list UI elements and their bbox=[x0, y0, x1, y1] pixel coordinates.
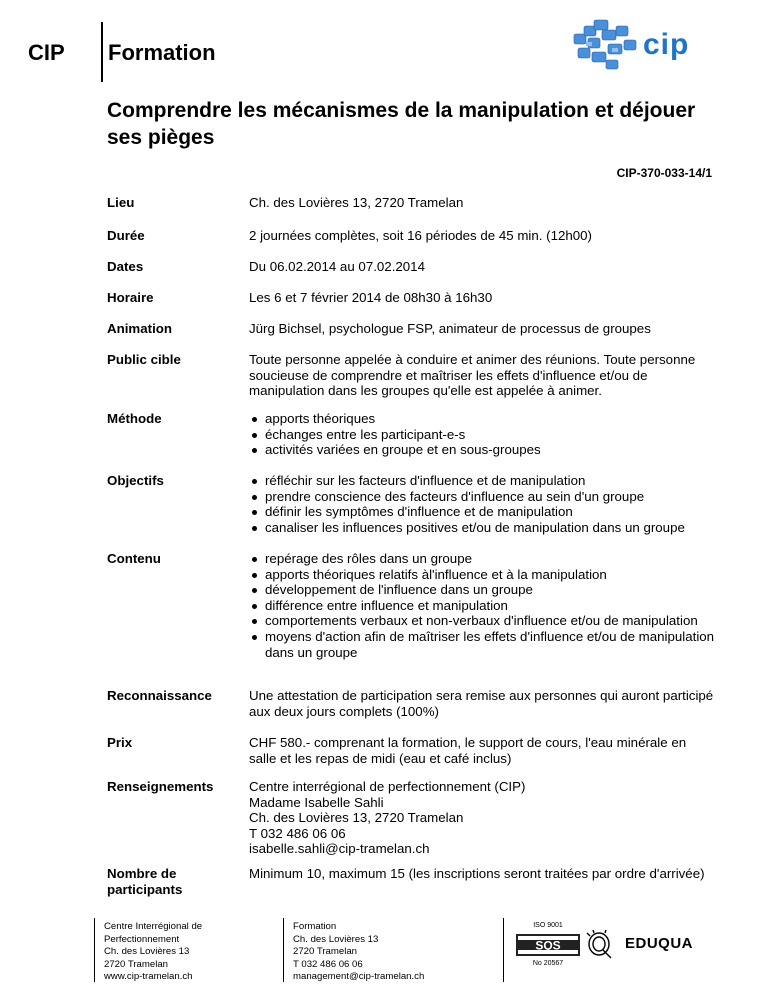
row-label: Public cible bbox=[107, 352, 181, 367]
row-renseignements bbox=[107, 779, 717, 866]
row-contenu bbox=[107, 551, 717, 688]
row-value: Les 6 et 7 février 2014 de 08h30 à 16h30 bbox=[249, 290, 493, 305]
row-value: Ch. des Lovières 13, 2720 Tramelan bbox=[249, 195, 464, 210]
footer-email: management@cip-tramelan.ch bbox=[293, 971, 425, 983]
row-label: Nombre de participants bbox=[107, 866, 183, 897]
row-label: Animation bbox=[107, 321, 173, 336]
list-item: différence entre influence et manipulation bbox=[249, 598, 717, 614]
row-label: Dates bbox=[107, 259, 144, 274]
cip-logo-text: cip bbox=[643, 28, 690, 61]
contact-line: Ch. des Lovières 13, 2720 Tramelan bbox=[249, 810, 464, 826]
row-label: Lieu bbox=[107, 195, 135, 210]
row-label: Contenu bbox=[107, 551, 161, 566]
row-participants bbox=[107, 866, 717, 906]
list-item: canaliser les influences positives et/ou de manipulation dans un groupe bbox=[249, 520, 717, 536]
sqs-logo bbox=[516, 934, 580, 956]
list-item: échanges entre les participant-e-s bbox=[249, 427, 717, 443]
sqs-logo-text: SQS bbox=[535, 938, 561, 953]
eduqua-logo: EDUQUA bbox=[625, 935, 694, 952]
list-item: comportements verbaux et non-verbaux d'influence et/ou de manipulation bbox=[249, 613, 717, 629]
iso-label: ISO 9001 bbox=[533, 922, 563, 929]
list-item: apports théoriques bbox=[249, 411, 717, 427]
footer-divider bbox=[94, 918, 95, 982]
list-item: définir les symptômes d'influence et de manipulation bbox=[249, 504, 717, 520]
brand-formation: Formation bbox=[108, 40, 216, 65]
row-animation bbox=[107, 321, 717, 352]
footer-line: Ch. des Lovières 13 bbox=[104, 946, 190, 958]
row-value: CHF 580.- comprenant la formation, le support de cours, l'eau minérale en salle et les repas de midi (eau et café inclus) bbox=[249, 735, 687, 766]
brand-divider bbox=[101, 22, 103, 82]
list-item: moyens d'action afin de maîtriser les effets d'influence et/ou de manipulation dans un groupe bbox=[249, 629, 717, 660]
page-title: Comprendre les mécanismes de la manipulation et déjouer ses pièges bbox=[107, 99, 696, 149]
row-reconnaissance bbox=[107, 688, 717, 735]
row-public-cible bbox=[107, 352, 717, 411]
row-value: Toute personne appelée à conduire et animer des réunions. Toute personne soucieuse de comprendre et maîtriser les effets d'influence et/ou de manipulation dans les groupes qu'elle est appelée à animer. bbox=[249, 352, 696, 399]
brand-cip: CIP bbox=[28, 40, 65, 65]
footer-divider bbox=[503, 918, 504, 982]
contact-phone: T 032 486 06 06 bbox=[249, 825, 346, 841]
list-item: apports théoriques relatifs àl'influence et à la manipulation bbox=[249, 567, 717, 583]
row-label: Durée bbox=[107, 228, 145, 243]
row-label: Renseignements bbox=[107, 779, 214, 794]
course-reference: CIP-370-033-14/1 bbox=[616, 166, 712, 180]
row-duree bbox=[107, 228, 717, 259]
course-details bbox=[107, 195, 717, 906]
footer-divider bbox=[283, 918, 284, 982]
row-methode bbox=[107, 411, 717, 473]
list-item: activités variées en groupe et en sous-groupes bbox=[249, 442, 717, 458]
footer-address-formation bbox=[293, 921, 424, 984]
list-item: prendre conscience des facteurs d'influence au sein d'un groupe bbox=[249, 489, 717, 505]
list-item: réfléchir sur les facteurs d'influence et de manipulation bbox=[249, 473, 717, 489]
footer-website: www.cip-tramelan.ch bbox=[104, 971, 193, 983]
page-header bbox=[0, 0, 768, 90]
row-prix bbox=[107, 735, 717, 779]
footer-line: Centre Interrégional de bbox=[104, 921, 203, 932]
contact-email: isabelle.sahli@cip-tramelan.ch bbox=[249, 841, 430, 857]
quality-q-icon bbox=[585, 930, 619, 960]
row-value: Une attestation de participation sera remise aux personnes qui auront participé aux deux jours complets (100%) bbox=[249, 688, 714, 719]
row-label: Reconnaissance bbox=[107, 688, 212, 703]
contact-line: Centre interrégional de perfectionnement (CIP) bbox=[249, 779, 526, 794]
footer-address-centre bbox=[104, 921, 202, 984]
contact-line: Madame Isabelle Sahli bbox=[249, 794, 384, 810]
row-label: Objectifs bbox=[107, 473, 164, 488]
row-label: Prix bbox=[107, 735, 133, 750]
footer-line: Ch. des Lovières 13 bbox=[293, 933, 379, 945]
row-value: 2 journées complètes, soit 16 périodes de 45 min. (12h00) bbox=[249, 228, 592, 243]
footer-line: Perfectionnement bbox=[104, 933, 180, 945]
footer-line: Formation bbox=[293, 921, 337, 932]
row-label: Horaire bbox=[107, 290, 154, 305]
row-label: Méthode bbox=[107, 411, 162, 426]
footer-line: 2720 Tramelan bbox=[104, 958, 168, 970]
list-item: repérage des rôles dans un groupe bbox=[249, 551, 717, 567]
row-objectifs bbox=[107, 473, 717, 551]
row-value: Minimum 10, maximum 15 (les inscriptions seront traitées par ordre d'arrivée) bbox=[249, 866, 705, 881]
list-item: développement de l'influence dans un groupe bbox=[249, 582, 717, 598]
row-dates bbox=[107, 259, 717, 290]
row-horaire bbox=[107, 290, 717, 321]
row-value: Jürg Bichsel, psychologue FSP, animateur de processus de groupes bbox=[249, 321, 651, 336]
iso-certification-badge bbox=[513, 920, 583, 980]
row-value: Du 06.02.2014 au 07.02.2014 bbox=[249, 259, 425, 274]
iso-number: No 20567 bbox=[532, 960, 564, 967]
footer-line: 2720 Tramelan bbox=[293, 946, 357, 958]
footer-line: T 032 486 06 06 bbox=[293, 958, 363, 970]
row-lieu bbox=[107, 195, 717, 228]
